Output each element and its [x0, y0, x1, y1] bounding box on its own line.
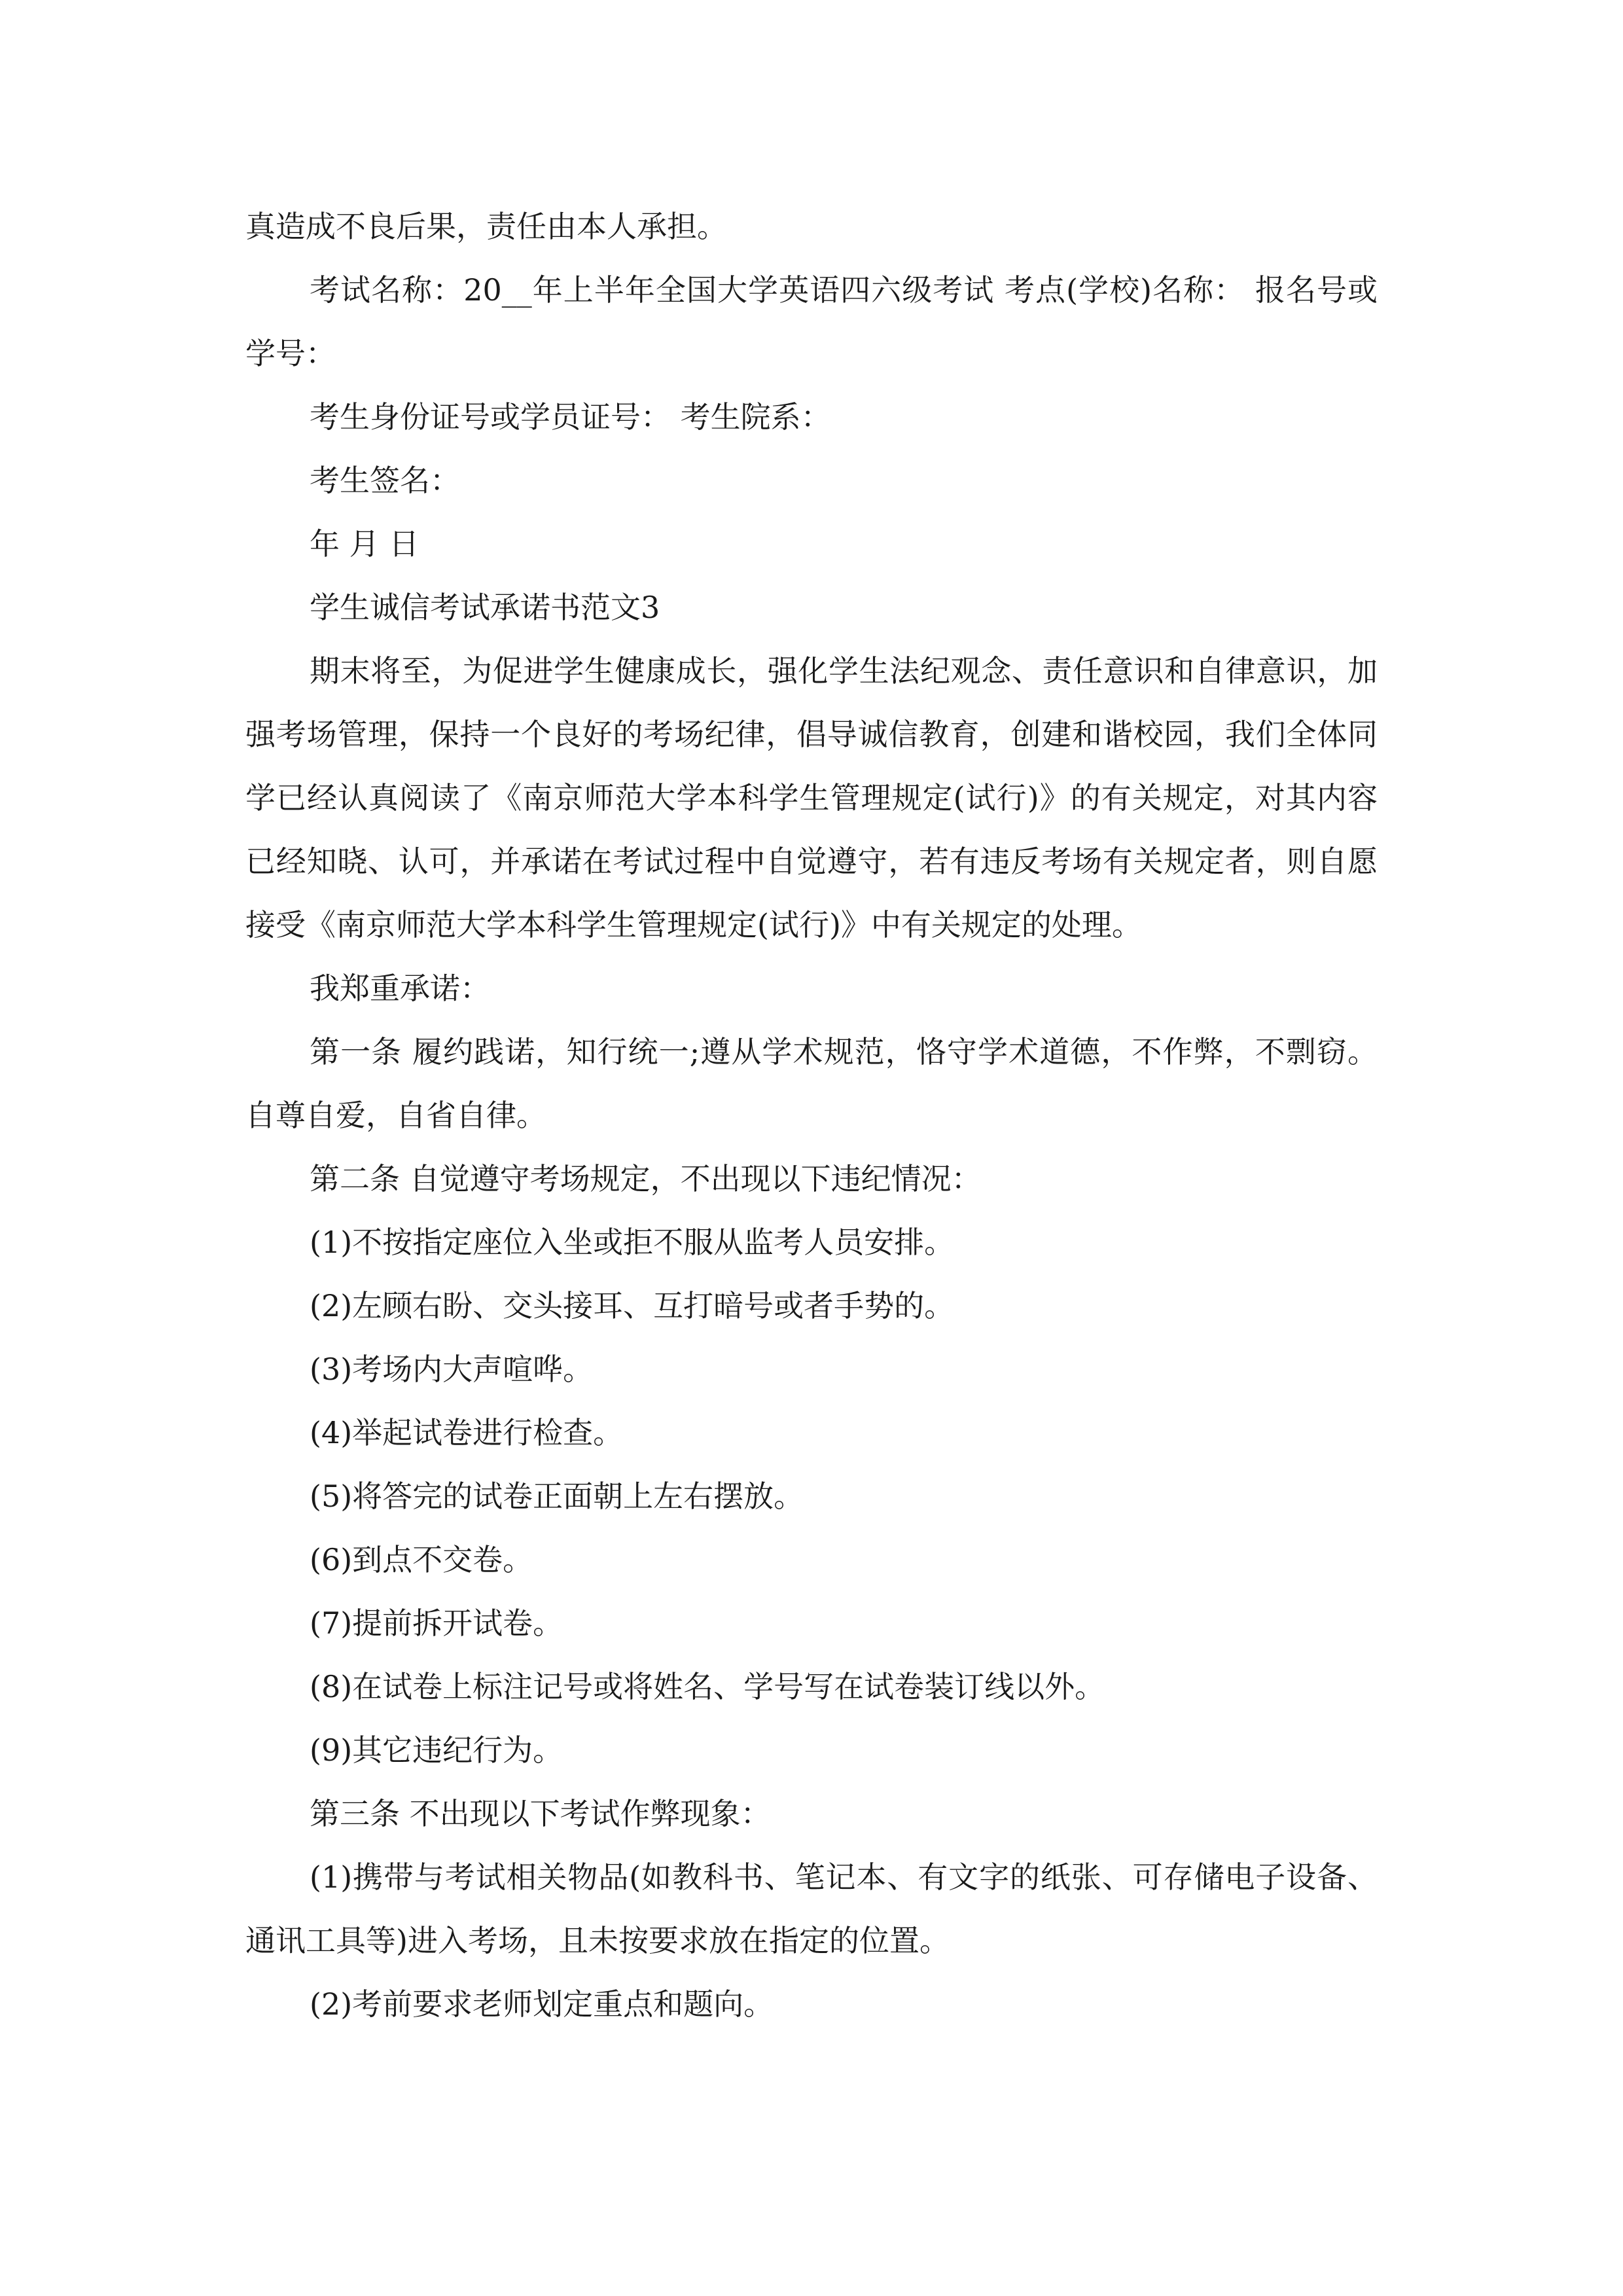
document-body [245, 195, 1378, 2036]
paragraph-pledge: 我郑重承诺： [310, 971, 490, 1006]
section-heading: 学生诚信考试承诺书范文3 [310, 590, 660, 625]
paragraph-id-number: 考生身份证号或学员证号： 考生院系： [310, 399, 831, 435]
list-item: (1)不按指定座位入坐或拒不服从监考人员安排。 [310, 1225, 955, 1260]
paragraph-signature: 考生签名： [310, 463, 460, 498]
list-item: (9)其它违纪行为。 [310, 1732, 563, 1768]
list-item: (7)提前拆开试卷。 [310, 1605, 563, 1641]
list-item: (3)考场内大声喧哗。 [310, 1352, 594, 1387]
list-item: (8)在试卷上标注记号或将姓名、学号写在试卷装订线以外。 [310, 1669, 1105, 1704]
list-item: (2)考前要求老师划定重点和题向。 [310, 1986, 774, 2022]
paragraph-exam-name: 考试名称：20__年上半年全国大学英语四六级考试 考点(学校)名称： 报名号或学号： [245, 272, 1378, 371]
paragraph-date: 年 月 日 [310, 526, 419, 562]
list-item: (1)携带与考试相关物品(如教科书、笔记本、有文字的纸张、可存储电子设备、通讯工具等)进入考场，且未按要求放在指定的位置。 [245, 1859, 1378, 1958]
article-two: 第二条 自觉遵守考场规定，不出现以下违纪情况： [310, 1161, 982, 1196]
list-item: (2)左顾右盼、交头接耳、互打暗号或者手势的。 [310, 1288, 955, 1323]
paragraph-continuation: 真造成不良后果，责任由本人承担。 [245, 209, 727, 244]
list-item: (6)到点不交卷。 [310, 1542, 533, 1577]
article-one: 第一条 履约践诺，知行统一;遵从学术规范，恪守学术道德，不作弊，不剽窃。自尊自爱，自省自律。 [245, 1034, 1378, 1133]
list-item: (4)举起试卷进行检查。 [310, 1415, 624, 1450]
list-item: (5)将答完的试卷正面朝上左右摆放。 [310, 1479, 804, 1514]
article-three: 第三条 不出现以下考试作弊现象： [310, 1796, 771, 1831]
paragraph-intro: 期末将至，为促进学生健康成长，强化学生法纪观念、责任意识和自律意识，加强考场管理，保持一个良好的考场纪律，倡导诚信教育，创建和谐校园，我们全体同学已经认真阅读了《南京师范大学本科学生管理规定(试行)》的有关规定，对其内容已经知晓、认可，并承诺在考试过程中自觉遵守，若有违反考场有关规定者，则自愿接受《南京师范大学本科学生管理规定(试行)》中有关规定的处理。 [245, 653, 1378, 942]
